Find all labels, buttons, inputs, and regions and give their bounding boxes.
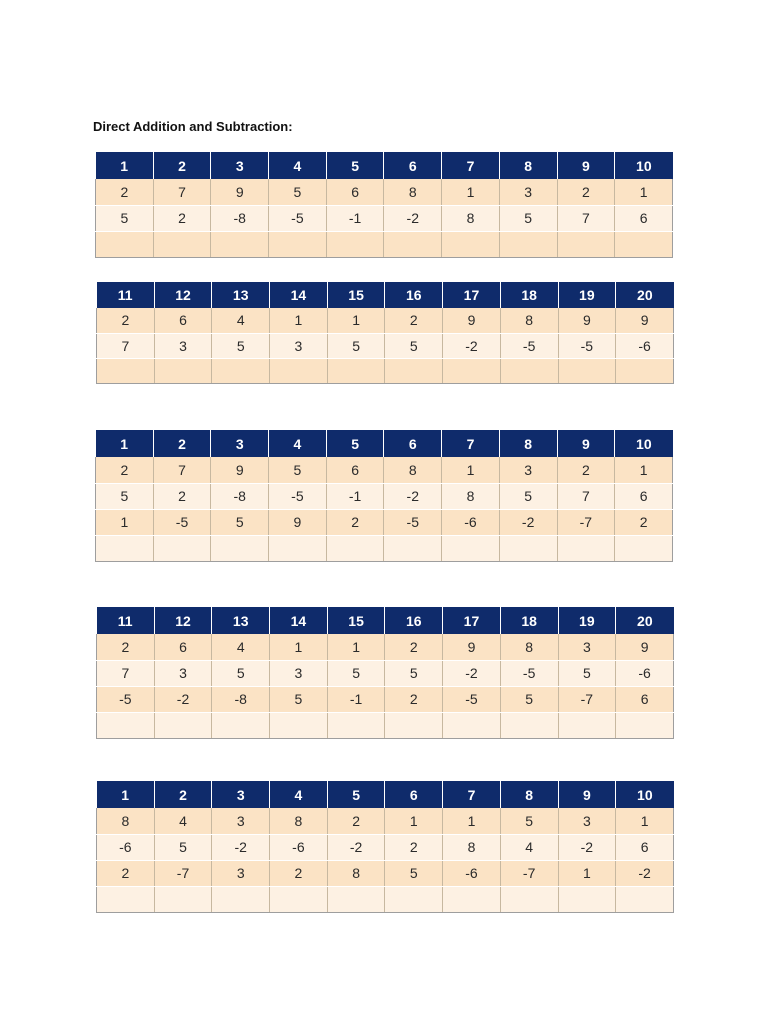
problem-table-2: [96, 282, 674, 384]
problem-number: 5: [326, 430, 384, 457]
answer-cell[interactable]: [616, 712, 674, 738]
answer-cell[interactable]: [154, 886, 212, 912]
operand-row: [97, 860, 674, 886]
operand-cell: 8: [384, 179, 442, 205]
operand-cell: 3: [558, 634, 616, 660]
operand-cell: -1: [327, 686, 385, 712]
answer-cell[interactable]: [153, 231, 211, 257]
operand-cell: 4: [500, 834, 558, 860]
operand-cell: 1: [385, 808, 443, 834]
operand-cell: 2: [385, 634, 443, 660]
operand-cell: 3: [499, 179, 557, 205]
operand-cell: 2: [385, 834, 443, 860]
answer-cell[interactable]: [153, 535, 211, 561]
problem-number: 12: [154, 607, 212, 634]
operand-cell: -5: [97, 686, 155, 712]
operand-cell: -6: [97, 834, 155, 860]
problem-number: 3: [211, 430, 269, 457]
problem-number: 4: [270, 781, 328, 808]
answer-cell[interactable]: [97, 712, 155, 738]
operand-cell: -6: [443, 860, 501, 886]
answer-cell[interactable]: [499, 535, 557, 561]
operand-cell: 6: [154, 634, 212, 660]
operand-cell: 2: [385, 308, 443, 333]
operand-cell: -1: [326, 205, 384, 231]
operand-cell: 1: [270, 634, 328, 660]
problem-number: 1: [96, 430, 154, 457]
answer-cell[interactable]: [443, 886, 501, 912]
operand-row: [96, 483, 673, 509]
operand-cell: -2: [212, 834, 270, 860]
answer-cell[interactable]: [615, 535, 673, 561]
operand-cell: 2: [615, 509, 673, 535]
operand-cell: 2: [97, 634, 155, 660]
problem-number-row: [97, 781, 674, 808]
answer-cell[interactable]: [96, 535, 154, 561]
operand-cell: 5: [499, 483, 557, 509]
operand-cell: 1: [443, 808, 501, 834]
answer-row: [97, 358, 674, 383]
answer-cell[interactable]: [384, 535, 442, 561]
operand-cell: 2: [557, 457, 615, 483]
problem-number: 6: [384, 430, 442, 457]
answer-cell[interactable]: [270, 712, 328, 738]
operand-cell: 9: [269, 509, 327, 535]
operand-cell: 5: [500, 808, 558, 834]
operand-cell: 5: [385, 660, 443, 686]
operand-row: [97, 808, 674, 834]
operand-row: [97, 834, 674, 860]
operand-cell: 1: [327, 308, 385, 333]
operand-cell: -5: [558, 333, 616, 358]
problem-number: 7: [443, 781, 501, 808]
operand-row: [96, 457, 673, 483]
operand-cell: 7: [153, 457, 211, 483]
operand-cell: 5: [327, 660, 385, 686]
answer-cell[interactable]: [212, 712, 270, 738]
operand-cell: 8: [500, 308, 558, 333]
answer-row: [97, 712, 674, 738]
answer-cell[interactable]: [558, 712, 616, 738]
operand-cell: 3: [558, 808, 616, 834]
operand-cell: -5: [269, 205, 327, 231]
answer-cell[interactable]: [97, 358, 155, 383]
problem-number-row: [96, 430, 673, 457]
problem-table-5: [96, 781, 674, 913]
operand-cell: -7: [500, 860, 558, 886]
answer-cell[interactable]: [269, 535, 327, 561]
problem-number: 1: [97, 781, 155, 808]
operand-cell: 2: [326, 509, 384, 535]
problem-number: 3: [211, 152, 269, 179]
operand-cell: 3: [154, 660, 212, 686]
operand-cell: -8: [212, 686, 270, 712]
answer-cell[interactable]: [499, 231, 557, 257]
operand-cell: -2: [384, 483, 442, 509]
problem-number: 17: [443, 282, 501, 308]
answer-cell[interactable]: [442, 231, 500, 257]
operand-cell: 1: [558, 860, 616, 886]
problem-number: 2: [153, 152, 211, 179]
operand-cell: -2: [616, 860, 674, 886]
problem-number: 19: [558, 607, 616, 634]
problem-number: 2: [154, 781, 212, 808]
operand-cell: 7: [97, 660, 155, 686]
operand-cell: 1: [327, 634, 385, 660]
operand-cell: -2: [443, 333, 501, 358]
problem-number: 20: [616, 607, 674, 634]
problem-number: 13: [212, 282, 270, 308]
problem-number: 8: [500, 781, 558, 808]
operand-cell: 5: [96, 483, 154, 509]
operand-cell: 3: [154, 333, 212, 358]
problem-number: 5: [326, 152, 384, 179]
operand-row: [97, 333, 674, 358]
operand-cell: -2: [558, 834, 616, 860]
problem-number: 9: [558, 781, 616, 808]
problem-number: 11: [97, 282, 155, 308]
operand-cell: 6: [326, 179, 384, 205]
problem-number: 10: [615, 152, 673, 179]
problem-number: 6: [385, 781, 443, 808]
operand-cell: 1: [442, 457, 500, 483]
answer-cell[interactable]: [269, 231, 327, 257]
answer-cell[interactable]: [327, 712, 385, 738]
operand-cell: -5: [269, 483, 327, 509]
operand-cell: 5: [269, 179, 327, 205]
operand-cell: 1: [270, 308, 328, 333]
problem-number: 10: [616, 781, 674, 808]
operand-row: [96, 509, 673, 535]
answer-cell[interactable]: [616, 886, 674, 912]
answer-cell[interactable]: [500, 712, 558, 738]
problem-number: 18: [500, 282, 558, 308]
operand-cell: 1: [615, 179, 673, 205]
operand-cell: 7: [557, 205, 615, 231]
operand-cell: 6: [615, 205, 673, 231]
operand-row: [97, 686, 674, 712]
operand-cell: 8: [500, 634, 558, 660]
problem-number: 3: [212, 781, 270, 808]
operand-cell: 1: [96, 509, 154, 535]
answer-cell[interactable]: [326, 231, 384, 257]
answer-row: [96, 535, 673, 561]
answer-row: [97, 886, 674, 912]
operand-cell: -2: [499, 509, 557, 535]
problem-number: 16: [385, 607, 443, 634]
operand-cell: 2: [97, 308, 155, 333]
operand-cell: 2: [96, 179, 154, 205]
operand-row: [97, 634, 674, 660]
answer-cell[interactable]: [615, 231, 673, 257]
answer-cell[interactable]: [327, 886, 385, 912]
answer-cell[interactable]: [96, 231, 154, 257]
problem-number: 15: [327, 607, 385, 634]
problem-number: 16: [385, 282, 443, 308]
answer-cell[interactable]: [97, 886, 155, 912]
operand-cell: 6: [326, 457, 384, 483]
operand-cell: 6: [615, 483, 673, 509]
problem-number: 11: [97, 607, 155, 634]
answer-cell[interactable]: [154, 358, 212, 383]
operand-cell: 5: [500, 686, 558, 712]
answer-cell[interactable]: [442, 535, 500, 561]
operand-cell: 9: [443, 308, 501, 333]
answer-cell[interactable]: [443, 712, 501, 738]
answer-cell[interactable]: [385, 358, 443, 383]
operand-cell: -8: [211, 483, 269, 509]
operand-cell: 2: [270, 860, 328, 886]
operand-cell: -5: [500, 333, 558, 358]
operand-cell: 1: [615, 457, 673, 483]
operand-cell: 4: [154, 808, 212, 834]
page-title: Direct Addition and Subtraction:: [93, 119, 293, 134]
problem-number: 17: [443, 607, 501, 634]
operand-cell: -6: [616, 333, 674, 358]
operand-cell: 5: [558, 660, 616, 686]
problem-number: 4: [269, 152, 327, 179]
operand-cell: 5: [211, 509, 269, 535]
problem-table-1: [95, 152, 673, 258]
answer-cell[interactable]: [616, 358, 674, 383]
operand-cell: 4: [212, 634, 270, 660]
operand-row: [97, 660, 674, 686]
answer-cell[interactable]: [557, 231, 615, 257]
answer-cell[interactable]: [385, 886, 443, 912]
problem-number: 8: [499, 152, 557, 179]
operand-cell: -6: [270, 834, 328, 860]
operand-cell: 5: [212, 333, 270, 358]
operand-cell: 2: [385, 686, 443, 712]
operand-cell: 9: [558, 308, 616, 333]
answer-cell[interactable]: [385, 712, 443, 738]
problem-table-3: [95, 430, 673, 562]
operand-cell: -7: [557, 509, 615, 535]
problem-number: 14: [270, 607, 328, 634]
operand-cell: -5: [153, 509, 211, 535]
operand-cell: -6: [616, 660, 674, 686]
problem-table-4: [96, 607, 674, 739]
answer-cell[interactable]: [212, 886, 270, 912]
operand-cell: 8: [442, 205, 500, 231]
answer-cell[interactable]: [326, 535, 384, 561]
problem-number: 6: [384, 152, 442, 179]
problem-number: 7: [442, 430, 500, 457]
operand-cell: 3: [212, 860, 270, 886]
operand-row: [96, 205, 673, 231]
operand-cell: 5: [212, 660, 270, 686]
answer-cell[interactable]: [558, 358, 616, 383]
operand-cell: 1: [442, 179, 500, 205]
operand-cell: -1: [326, 483, 384, 509]
operand-cell: 1: [616, 808, 674, 834]
answer-cell[interactable]: [558, 886, 616, 912]
answer-cell[interactable]: [443, 358, 501, 383]
operand-cell: 3: [270, 660, 328, 686]
answer-cell[interactable]: [500, 886, 558, 912]
operand-cell: 6: [154, 308, 212, 333]
operand-cell: 5: [385, 333, 443, 358]
answer-cell[interactable]: [211, 535, 269, 561]
operand-cell: -2: [443, 660, 501, 686]
problem-number: 13: [212, 607, 270, 634]
operand-cell: 4: [212, 308, 270, 333]
operand-cell: 6: [616, 834, 674, 860]
problem-number-row: [96, 152, 673, 179]
operand-cell: 5: [269, 457, 327, 483]
problem-number: 9: [557, 430, 615, 457]
operand-cell: 5: [96, 205, 154, 231]
operand-cell: 2: [327, 808, 385, 834]
problem-number-row: [97, 282, 674, 308]
operand-cell: 5: [270, 686, 328, 712]
problem-number: 15: [327, 282, 385, 308]
operand-cell: -6: [442, 509, 500, 535]
operand-cell: 3: [270, 333, 328, 358]
operand-cell: -5: [500, 660, 558, 686]
operand-cell: -8: [211, 205, 269, 231]
problem-number: 4: [269, 430, 327, 457]
operand-cell: 9: [443, 634, 501, 660]
operand-cell: -5: [384, 509, 442, 535]
operand-cell: 2: [557, 179, 615, 205]
problem-number-row: [97, 607, 674, 634]
operand-cell: 5: [154, 834, 212, 860]
operand-cell: 7: [97, 333, 155, 358]
operand-cell: 9: [211, 179, 269, 205]
operand-cell: 8: [327, 860, 385, 886]
answer-cell[interactable]: [327, 358, 385, 383]
operand-cell: -7: [154, 860, 212, 886]
operand-cell: 8: [270, 808, 328, 834]
operand-cell: 3: [212, 808, 270, 834]
answer-row: [96, 231, 673, 257]
problem-number: 1: [96, 152, 154, 179]
answer-cell[interactable]: [154, 712, 212, 738]
operand-cell: -2: [154, 686, 212, 712]
operand-cell: -2: [384, 205, 442, 231]
operand-cell: -7: [558, 686, 616, 712]
answer-cell[interactable]: [211, 231, 269, 257]
operand-cell: 5: [327, 333, 385, 358]
answer-cell[interactable]: [384, 231, 442, 257]
problem-number: 18: [500, 607, 558, 634]
operand-cell: 9: [211, 457, 269, 483]
problem-number: 9: [557, 152, 615, 179]
operand-cell: 2: [153, 205, 211, 231]
problem-number: 5: [327, 781, 385, 808]
answer-cell[interactable]: [557, 535, 615, 561]
answer-cell[interactable]: [212, 358, 270, 383]
operand-cell: 7: [557, 483, 615, 509]
operand-cell: 9: [616, 308, 674, 333]
operand-cell: 7: [153, 179, 211, 205]
operand-cell: -5: [443, 686, 501, 712]
operand-cell: 5: [385, 860, 443, 886]
problem-number: 20: [616, 282, 674, 308]
problem-number: 7: [442, 152, 500, 179]
operand-cell: 3: [499, 457, 557, 483]
answer-cell[interactable]: [500, 358, 558, 383]
operand-cell: 8: [443, 834, 501, 860]
problem-number: 8: [499, 430, 557, 457]
problem-number: 12: [154, 282, 212, 308]
answer-cell[interactable]: [270, 886, 328, 912]
problem-number: 14: [270, 282, 328, 308]
operand-row: [97, 308, 674, 333]
operand-cell: 6: [616, 686, 674, 712]
operand-cell: 8: [442, 483, 500, 509]
problem-number: 19: [558, 282, 616, 308]
operand-cell: 2: [153, 483, 211, 509]
problem-number: 2: [153, 430, 211, 457]
operand-cell: 8: [384, 457, 442, 483]
operand-cell: 5: [499, 205, 557, 231]
operand-cell: 8: [97, 808, 155, 834]
operand-cell: 9: [616, 634, 674, 660]
operand-cell: -2: [327, 834, 385, 860]
operand-row: [96, 179, 673, 205]
operand-cell: 2: [97, 860, 155, 886]
operand-cell: 2: [96, 457, 154, 483]
answer-cell[interactable]: [270, 358, 328, 383]
problem-number: 10: [615, 430, 673, 457]
